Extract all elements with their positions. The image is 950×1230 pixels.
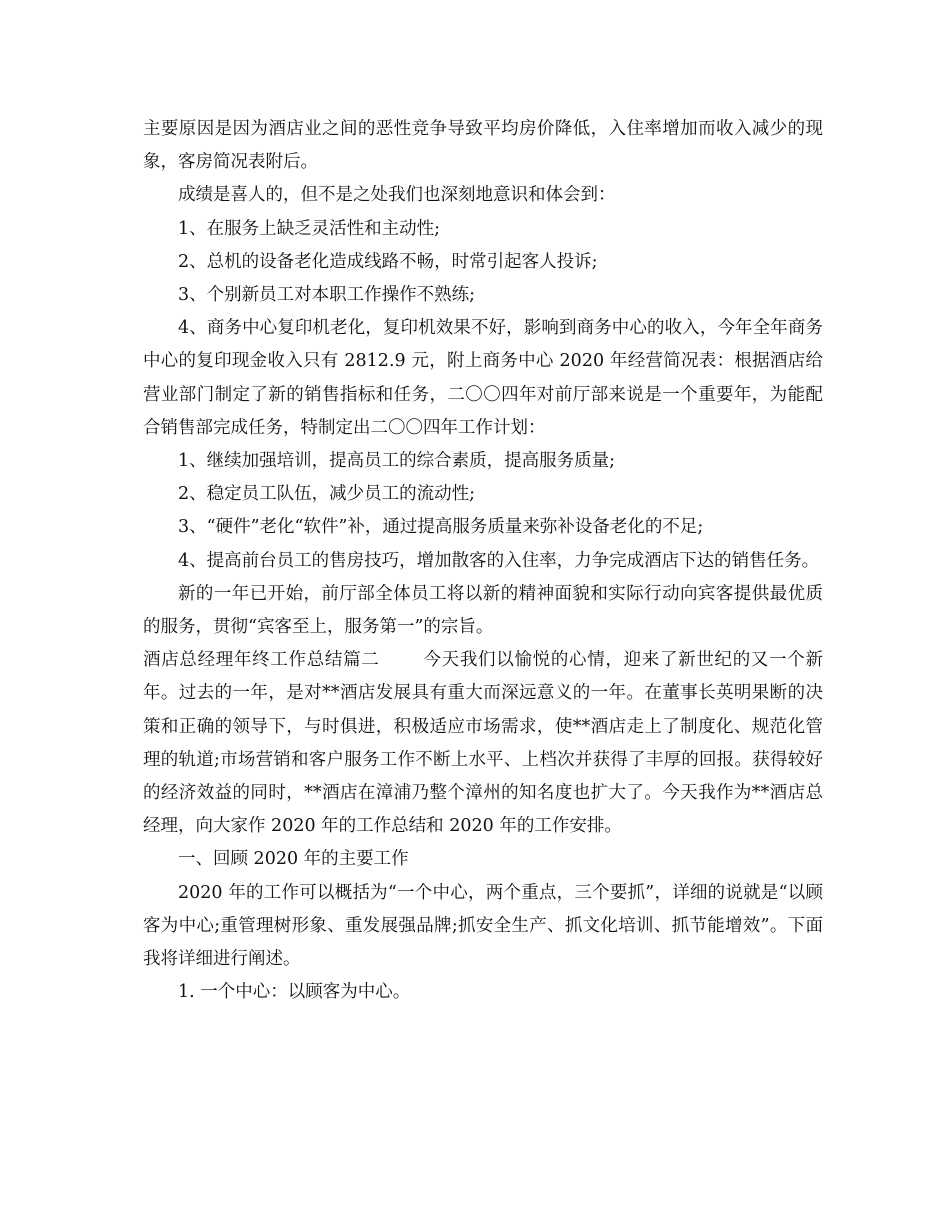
list-item: 4、提高前台员工的售房技巧，增加散客的入住率，力争完成酒店下达的销售任务。 — [178, 550, 820, 571]
list-item: 4、商务中心复印机老化，复印机效果不好，影响到商务中心的收入，今年全年商务中心的复印现金收入只有 2812.9 元，附上商务中心 2020 年经营简况表：根据酒店给营业部门制定了新的销售指标和任务，二〇〇四年对前厅部来说是一个重要年，为能配合销售部完成任务，特制定出二〇〇四年工作计划： — [143, 318, 823, 438]
section-intro: 今天我们以愉悦的心情，迎来了新世纪的又一个新年。过去的一年，是对**酒店发展具有重大而深远意义的一年。在董事长英明果断的决策和正确的领导下，与时俱进，积极适应市场需求，使**酒店走上了制度化、规范化管理的轨道;市场营销和客户服务工作不断上水平、上档次并获得了丰厚的回报。获得较好的经济效益的同时，**酒店在漳浦乃整个漳州的知名度也扩大了。今天我作为**酒店总经理，向大家作 2020 年的工作总结和 2020 年的工作安排。 — [143, 650, 823, 837]
paragraph: 新的一年已开始，前厅部全体员工将以新的精神面貌和实际行动向宾客提供最优质的服务，贯彻“宾客至上，服务第一”的宗旨。 — [143, 583, 823, 638]
list-item: 1、在服务上缺乏灵活性和主动性; — [178, 218, 441, 239]
paragraph: 成绩是喜人的，但不是之处我们也深刻地意识和体会到： — [178, 185, 616, 206]
list-item: 3、个别新员工对本职工作操作不熟练; — [178, 285, 476, 306]
list-item: 3、“硬件”老化“软件”补，通过提高服务质量来弥补设备老化的不足; — [178, 517, 704, 538]
list-item: 1、继续加强培训，提高员工的综合素质，提高服务质量; — [178, 451, 616, 472]
paragraph: 2020 年的工作可以概括为“一个中心，两个重点，三个要抓”，详细的说就是“以顾客为中心;重管理树形象、重发展强品牌;抓安全生产、抓文化培训、抓节能增效”。下面我将详细进行阐述。 — [143, 882, 823, 970]
subheading: 一、回顾 2020 年的主要工作 — [178, 849, 409, 870]
subheading: 1. 一个中心：以顾客为中心。 — [178, 982, 411, 1003]
list-item: 2、总机的设备老化造成线路不畅，时常引起客人投诉; — [178, 251, 598, 272]
document-body — [143, 113, 823, 1009]
paragraph: 主要原因是因为酒店业之间的恶性竞争导致平均房价降低，入住率增加而收入减少的现象，客房简况表附后。 — [143, 119, 823, 173]
list-item: 2、稳定员工队伍，减少员工的流动性; — [178, 484, 476, 505]
section-paragraph — [143, 644, 823, 843]
section-title: 酒店总经理年终工作总结篇二 — [143, 650, 380, 671]
